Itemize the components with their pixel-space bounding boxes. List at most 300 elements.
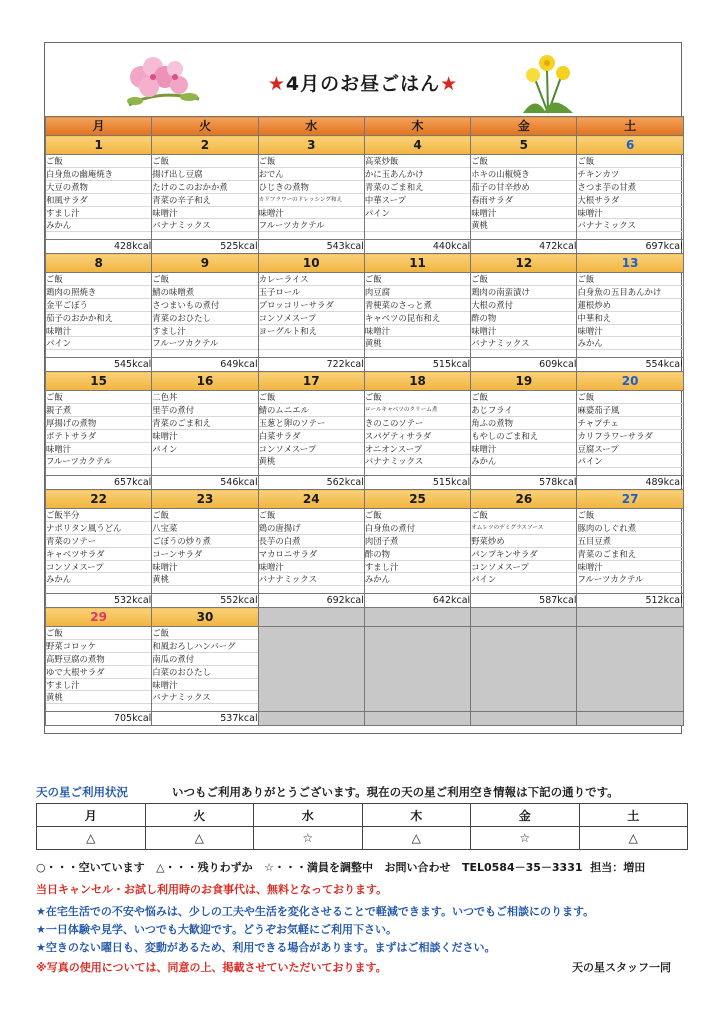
menu-item: 味噌汁 <box>152 430 257 443</box>
menu-item: ブロッコリーサラダ <box>259 299 364 312</box>
menu-item: ご飯 <box>577 273 682 286</box>
availability-mark-row <box>37 827 688 850</box>
legend-few: △・・・残りわずか <box>156 861 253 874</box>
menu-cell <box>46 627 152 712</box>
menu-item: ご飯 <box>471 391 576 404</box>
date-cell: 13 <box>577 254 683 273</box>
dow-header-cell: 月 <box>46 117 152 136</box>
menu-item: ロールキャベツのクリーム煮 <box>365 404 470 417</box>
menu-item: 味噌汁 <box>46 325 151 338</box>
menu-item: 長芋の白煮 <box>259 535 364 548</box>
menu-item: 白菜のおひたし <box>152 666 257 679</box>
kcal-cell: 472kcal <box>471 240 577 254</box>
kcal-cell: 428kcal <box>46 240 152 254</box>
menu-item <box>152 455 257 468</box>
empty-cell <box>364 627 470 712</box>
menu-item: ご飯 <box>152 155 257 168</box>
date-cell: 19 <box>471 372 577 391</box>
menu-item: 麻婆茄子風 <box>577 404 682 417</box>
menu-cell <box>152 155 258 240</box>
menu-item: 鯖のムニエル <box>259 404 364 417</box>
kcal-cell: 515kcal <box>364 476 470 490</box>
menu-item: 味噌汁 <box>577 207 682 220</box>
menu-item: ヨーグルト和え <box>259 325 364 338</box>
kcal-cell: 489kcal <box>577 476 683 490</box>
date-cell: 15 <box>46 372 152 391</box>
menu-item: 味噌汁 <box>152 207 257 220</box>
menu-item: 金平ごぼう <box>46 299 151 312</box>
menu-item: オムレツのデミグラスソース <box>471 522 576 535</box>
legend-line <box>36 859 696 875</box>
kcal-cell: 578kcal <box>471 476 577 490</box>
menu-item: ご飯 <box>365 509 470 522</box>
kcal-cell: 515kcal <box>364 358 470 372</box>
menu-cell <box>152 509 258 594</box>
menu-cell <box>152 273 258 358</box>
dandelion-illustration <box>517 49 579 115</box>
menu-item: ご飯 <box>577 155 682 168</box>
menu-cell <box>258 391 364 476</box>
menu-item: マカロニサラダ <box>259 548 364 561</box>
kcal-cell: 587kcal <box>471 594 577 608</box>
date-cell: 10 <box>258 254 364 273</box>
menu-item: コンソメスープ <box>471 561 576 574</box>
title-star-right: ★ <box>440 73 459 95</box>
availability-day-row <box>37 804 688 827</box>
menu-cell <box>258 509 364 594</box>
kcal-cell: 722kcal <box>258 358 364 372</box>
kcal-cell: 554kcal <box>577 358 683 372</box>
menu-item: 親子煮 <box>46 404 151 417</box>
menu-item: たけのこのおかか煮 <box>152 181 257 194</box>
date-cell: 11 <box>364 254 470 273</box>
date-row <box>46 372 684 391</box>
menu-item: 味噌汁 <box>152 561 257 574</box>
legend-full: ☆・・・満員を調整中 <box>264 861 373 874</box>
date-cell: 22 <box>46 490 152 509</box>
menu-item: カレーライス <box>259 273 364 286</box>
menu-item: 南瓜の煮付 <box>152 653 257 666</box>
menu-item: 中華和え <box>577 312 682 325</box>
menu-item: パイン <box>46 337 151 350</box>
date-cell: 8 <box>46 254 152 273</box>
menu-item: さつまいもの煮付 <box>152 299 257 312</box>
menu-item: すまし汁 <box>365 561 470 574</box>
availability-day: 月 <box>37 804 146 827</box>
kcal-row <box>46 712 684 726</box>
menu-item: ご飯 <box>259 155 364 168</box>
menu-item: あじフライ <box>471 404 576 417</box>
menu-item: 黄桃 <box>152 573 257 586</box>
availability-mark: △ <box>37 827 146 850</box>
menu-item: みかん <box>577 337 682 350</box>
date-cell: 30 <box>152 608 258 627</box>
menu-cell <box>471 273 577 358</box>
menu-item: 白身魚の五目あんかけ <box>577 286 682 299</box>
menu-item: ご飯 <box>471 273 576 286</box>
menu-item: 鶏肉の照焼き <box>46 286 151 299</box>
kcal-cell: 532kcal <box>46 594 152 608</box>
date-cell: 24 <box>258 490 364 509</box>
menu-item: ご飯 <box>46 273 151 286</box>
kcal-row <box>46 476 684 490</box>
empty-cell <box>364 712 470 726</box>
kcal-cell: 545kcal <box>46 358 152 372</box>
kcal-cell: 649kcal <box>152 358 258 372</box>
menu-item: バナナミックス <box>152 691 257 704</box>
menu-item: おでん <box>259 168 364 181</box>
menu-item: 黄桃 <box>259 455 364 468</box>
menu-item: 大根の煮付 <box>471 299 576 312</box>
menu-item: 青菜のごま和え <box>152 417 257 430</box>
menu-item: 酢の物 <box>365 548 470 561</box>
kcal-cell: 657kcal <box>46 476 152 490</box>
menu-item: 鯖の味噌煮 <box>152 286 257 299</box>
empty-cell <box>258 712 364 726</box>
day-of-week-header <box>46 117 684 136</box>
menu-item: 味噌汁 <box>577 325 682 338</box>
menu-item: みかん <box>471 455 576 468</box>
date-cell: 6 <box>577 136 683 155</box>
note-photo: ※写真の使用については、同意の上、掲載させていただいております。 <box>36 961 387 974</box>
dow-header-cell: 水 <box>258 117 364 136</box>
status-message: いつもご利用ありがとうございます。現在の天の星ご利用空き情報は下記の通りです。 <box>172 785 619 799</box>
menu-item: ご飯半分 <box>46 509 151 522</box>
menu-item: 白菜サラダ <box>259 430 364 443</box>
menu-item: もやしのごま和え <box>471 430 576 443</box>
menu-item: 味噌汁 <box>471 207 576 220</box>
menu-item: 青菜の辛子和え <box>152 194 257 207</box>
menu-item: 白身魚の幽庵焼き <box>46 168 151 181</box>
menu-row <box>46 627 684 712</box>
menu-item: 角ふの煮物 <box>471 417 576 430</box>
menu-item: かに玉あんかけ <box>365 168 470 181</box>
menu-cell <box>46 155 152 240</box>
menu-item: ゆで大根サラダ <box>46 666 151 679</box>
empty-cell <box>577 608 683 627</box>
menu-item <box>259 337 364 350</box>
dow-header-cell: 火 <box>152 117 258 136</box>
menu-item: 厚揚げの煮物 <box>46 417 151 430</box>
menu-item: 青菜のソテー <box>46 535 151 548</box>
menu-cell <box>577 509 683 594</box>
menu-item: ご飯 <box>46 155 151 168</box>
title-label: 4月のお昼ごはん <box>285 73 441 95</box>
menu-item <box>365 219 470 232</box>
menu-item: みかん <box>46 573 151 586</box>
note-home-support: ★在宅生活での不安や悩みは、少しの工夫や生活を変化させることで軽減できます。いつでもご相談にのります。 <box>36 905 595 918</box>
menu-item: 大豆の煮物 <box>46 181 151 194</box>
menu-item: 白身魚の煮付 <box>365 522 470 535</box>
menu-item: ご飯 <box>471 509 576 522</box>
menu-item: コーンサラダ <box>152 548 257 561</box>
menu-item: すまし汁 <box>46 679 151 692</box>
menu-item: ご飯 <box>259 391 364 404</box>
menu-item: ポテトサラダ <box>46 430 151 443</box>
menu-item: カリフラワーのドレッシング和え <box>259 194 364 207</box>
menu-item: 味噌汁 <box>46 443 151 456</box>
date-cell: 9 <box>152 254 258 273</box>
menu-item: 黄桃 <box>471 219 576 232</box>
menu-item: みかん <box>46 219 151 232</box>
availability-mark: ☆ <box>254 827 363 850</box>
availability-mark: △ <box>362 827 471 850</box>
contact-tel: TEL0584－35－3331 <box>461 861 583 874</box>
menu-item: 里芋の煮付 <box>152 404 257 417</box>
menu-item: キャベツサラダ <box>46 548 151 561</box>
date-cell: 29 <box>46 608 152 627</box>
date-cell: 1 <box>46 136 152 155</box>
menu-item: 八宝菜 <box>152 522 257 535</box>
menu-item: オニオンスープ <box>365 443 470 456</box>
empty-cell <box>577 712 683 726</box>
menu-row <box>46 391 684 476</box>
empty-cell <box>364 608 470 627</box>
menu-cell <box>471 391 577 476</box>
menu-item: ひじきの煮物 <box>259 181 364 194</box>
menu-row <box>46 273 684 358</box>
kcal-cell: 697kcal <box>577 240 683 254</box>
note-cancel: 当日キャンセル・お試し利用時のお食事代は、無料となっております。 <box>36 883 388 896</box>
availability-mark: △ <box>579 827 688 850</box>
menu-item: フルーツカクテル <box>152 337 257 350</box>
page-title <box>45 69 681 96</box>
menu-item: ご飯 <box>46 391 151 404</box>
legend-open: ○・・・空いています <box>36 861 145 874</box>
menu-item: 二色丼 <box>152 391 257 404</box>
menu-item: パンプキンサラダ <box>471 548 576 561</box>
empty-cell <box>471 712 577 726</box>
contact-label: お問い合わせ <box>384 861 451 874</box>
menu-item: コンソメスープ <box>259 443 364 456</box>
note-trial: ★一日体験や見学、いつでも大歓迎です。どうぞお気軽にご利用下さい。 <box>36 923 397 936</box>
title-area <box>45 43 681 116</box>
menu-item: きのこのソテー <box>365 417 470 430</box>
date-cell: 16 <box>152 372 258 391</box>
date-cell: 12 <box>471 254 577 273</box>
menu-item: パイン <box>577 455 682 468</box>
menu-item: 味噌汁 <box>365 325 470 338</box>
menu-cell <box>46 391 152 476</box>
date-cell: 26 <box>471 490 577 509</box>
empty-cell <box>471 608 577 627</box>
menu-item: ご飯 <box>152 509 257 522</box>
menu-item: キャベツの昆布和え <box>365 312 470 325</box>
menu-item: さつま芋の甘煮 <box>577 181 682 194</box>
kcal-cell: 546kcal <box>152 476 258 490</box>
kcal-cell: 537kcal <box>152 712 258 726</box>
menu-cell <box>258 273 364 358</box>
menu-item: 味噌汁 <box>577 561 682 574</box>
menu-item: 春雨サラダ <box>471 194 576 207</box>
menu-item: すまし汁 <box>46 207 151 220</box>
date-cell: 23 <box>152 490 258 509</box>
availability-day: 水 <box>254 804 363 827</box>
status-heading: 天の星ご利用状況 <box>36 785 128 799</box>
menu-item: 黄桃 <box>365 337 470 350</box>
menu-item: バナナミックス <box>152 219 257 232</box>
menu-cell <box>258 155 364 240</box>
menu-item: 青梗菜のさっと煮 <box>365 299 470 312</box>
menu-item: 茄子のおかか和え <box>46 312 151 325</box>
menu-item: 五目豆煮 <box>577 535 682 548</box>
menu-item: 鶏肉の南蛮漬け <box>471 286 576 299</box>
note-vacancy: ★空きのない曜日も、変動があるため、利用できる場合があります。まずはご相談ください。 <box>36 941 496 954</box>
menu-item: ご飯 <box>46 627 151 640</box>
menu-item: 高野豆腐の煮物 <box>46 653 151 666</box>
menu-item: ご飯 <box>259 509 364 522</box>
menu-item: 味噌汁 <box>259 207 364 220</box>
menu-item: バナナミックス <box>365 455 470 468</box>
kcal-cell: 609kcal <box>471 358 577 372</box>
menu-item: 肉団子煮 <box>365 535 470 548</box>
menu-cell <box>471 155 577 240</box>
menu-item: 玉子ロール <box>259 286 364 299</box>
menu-item: 高菜炒飯 <box>365 155 470 168</box>
dow-header-cell: 木 <box>364 117 470 136</box>
kcal-row <box>46 594 684 608</box>
menu-item: 野菜コロッケ <box>46 640 151 653</box>
menu-item: チャプチェ <box>577 417 682 430</box>
menu-item: スパゲティサラダ <box>365 430 470 443</box>
menu-cell <box>152 391 258 476</box>
menu-item: パイン <box>365 207 470 220</box>
menu-item: 味噌汁 <box>152 679 257 692</box>
menu-item: 玉葱と卵のソテー <box>259 417 364 430</box>
menu-cell <box>577 155 683 240</box>
menu-item: 蓮根炒め <box>577 299 682 312</box>
dow-header-cell: 金 <box>471 117 577 136</box>
empty-cell <box>577 627 683 712</box>
menu-item: ご飯 <box>365 273 470 286</box>
availability-day: 火 <box>145 804 254 827</box>
kcal-cell: 552kcal <box>152 594 258 608</box>
menu-item: ご飯 <box>365 391 470 404</box>
menu-item: 味噌汁 <box>471 443 576 456</box>
availability-day: 木 <box>362 804 471 827</box>
menu-cell <box>364 509 470 594</box>
menu-item: 和風おろしハンバーグ <box>152 640 257 653</box>
menu-item: 黄桃 <box>46 691 151 704</box>
menu-item: チキンカツ <box>577 168 682 181</box>
menu-item: 鶏の唐揚げ <box>259 522 364 535</box>
kcal-cell: 692kcal <box>258 594 364 608</box>
kcal-cell: 705kcal <box>46 712 152 726</box>
menu-item: すまし汁 <box>152 325 257 338</box>
menu-item: ご飯 <box>577 391 682 404</box>
menu-item: バナナミックス <box>471 337 576 350</box>
title-star-left: ★ <box>267 73 286 95</box>
menu-item: 青菜のごま和え <box>365 181 470 194</box>
menu-item: ホキの山椒焼き <box>471 168 576 181</box>
menu-item: 酢の物 <box>471 312 576 325</box>
menu-cell <box>152 627 258 712</box>
menu-item: ごぼうの炒り煮 <box>152 535 257 548</box>
menu-item: 茄子の甘辛炒め <box>471 181 576 194</box>
date-row <box>46 136 684 155</box>
availability-table <box>36 803 688 850</box>
date-cell: 3 <box>258 136 364 155</box>
menu-item: 中華スープ <box>365 194 470 207</box>
menu-item: バナナミックス <box>577 219 682 232</box>
menu-item: パイン <box>152 443 257 456</box>
menu-item: 豚肉のしぐれ煮 <box>577 522 682 535</box>
menu-cell <box>471 509 577 594</box>
kcal-cell: 543kcal <box>258 240 364 254</box>
menu-item: 青菜のごま和え <box>577 548 682 561</box>
date-row <box>46 608 684 627</box>
menu-item: 味噌汁 <box>259 561 364 574</box>
availability-mark: ☆ <box>471 827 580 850</box>
menu-cell <box>364 155 470 240</box>
menu-item: パイン <box>471 573 576 586</box>
menu-item: ご飯 <box>471 155 576 168</box>
menu-item: コンソメスープ <box>46 561 151 574</box>
menu-cell <box>364 391 470 476</box>
availability-mark: △ <box>145 827 254 850</box>
menu-item: ご飯 <box>152 627 257 640</box>
menu-item: 青菜のおひたし <box>152 312 257 325</box>
menu-row <box>46 509 684 594</box>
date-row <box>46 254 684 273</box>
date-cell: 5 <box>471 136 577 155</box>
kcal-cell: 642kcal <box>364 594 470 608</box>
menu-cell <box>364 273 470 358</box>
menu-cell <box>46 509 152 594</box>
menu-item: フルーツカクテル <box>259 219 364 232</box>
menu-item: コンソメスープ <box>259 312 364 325</box>
kcal-row <box>46 240 684 254</box>
lunch-menu-calendar <box>44 42 682 734</box>
menu-item: 野菜炒め <box>471 535 576 548</box>
availability-day: 土 <box>579 804 688 827</box>
dow-header-cell: 土 <box>577 117 683 136</box>
availability-day: 金 <box>471 804 580 827</box>
menu-item: 揚げ出し豆腐 <box>152 168 257 181</box>
menu-item: バナナミックス <box>259 573 364 586</box>
date-cell: 27 <box>577 490 683 509</box>
contact-person: 担当：増田 <box>590 861 646 874</box>
date-row <box>46 490 684 509</box>
date-cell: 20 <box>577 372 683 391</box>
menu-item: 和風サラダ <box>46 194 151 207</box>
menu-item: 味噌汁 <box>471 325 576 338</box>
menu-grid <box>45 116 684 726</box>
date-cell: 25 <box>364 490 470 509</box>
empty-cell <box>258 627 364 712</box>
menu-item: カリフラワーサラダ <box>577 430 682 443</box>
menu-row <box>46 155 684 240</box>
menu-item: ご飯 <box>577 509 682 522</box>
menu-item: 肉豆腐 <box>365 286 470 299</box>
date-cell: 18 <box>364 372 470 391</box>
empty-cell <box>471 627 577 712</box>
kcal-cell: 525kcal <box>152 240 258 254</box>
menu-cell <box>577 391 683 476</box>
date-cell: 4 <box>364 136 470 155</box>
kcal-cell: 512kcal <box>577 594 683 608</box>
kcal-cell: 562kcal <box>258 476 364 490</box>
menu-item: 大根サラダ <box>577 194 682 207</box>
menu-cell <box>46 273 152 358</box>
staff-signature: 天の星スタッフ一同 <box>572 961 671 974</box>
menu-item: ナポリタン風うどん <box>46 522 151 535</box>
menu-item: 豆腐スープ <box>577 443 682 456</box>
menu-item: フルーツカクテル <box>577 573 682 586</box>
menu-cell <box>577 273 683 358</box>
date-cell: 2 <box>152 136 258 155</box>
menu-item: フルーツカクテル <box>46 455 151 468</box>
